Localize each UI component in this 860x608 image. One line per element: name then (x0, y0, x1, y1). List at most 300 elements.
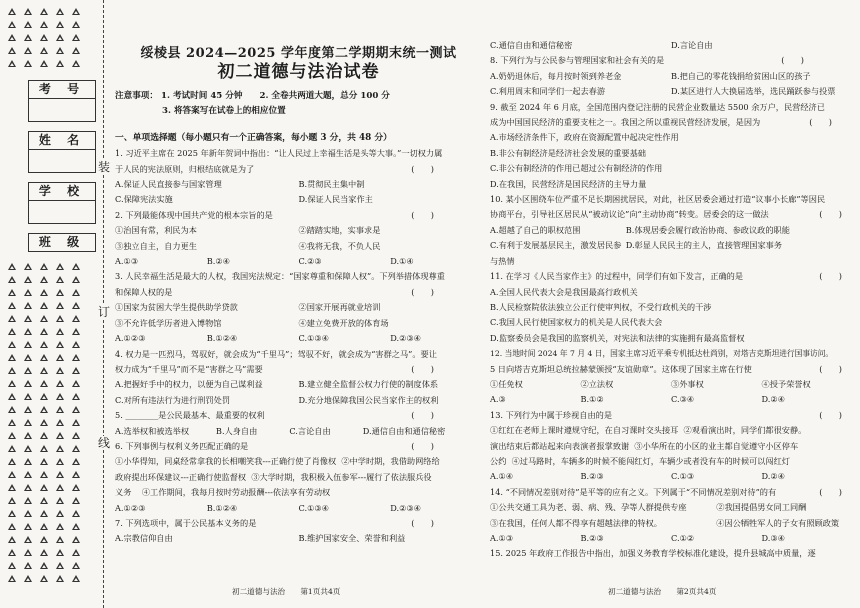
triangle-mark (4, 8, 20, 18)
option: B.①②④ (206, 333, 238, 344)
triangle-mark (52, 484, 68, 494)
option: A.③ (490, 394, 506, 405)
triangle-mark (20, 458, 36, 468)
answer-blank[interactable]: ( ) (411, 440, 434, 451)
triangle-mark (36, 523, 52, 533)
triangle-mark (36, 34, 52, 44)
option: D.①④ (390, 256, 414, 267)
option: C.①③④ (298, 502, 330, 513)
triangle-mark (20, 47, 36, 57)
triangle-pattern-top (4, 8, 84, 70)
option: A.①②③ (115, 502, 146, 513)
option: B.①② (580, 394, 604, 405)
option: B.非公有制经济是经济社会发展的重要基础 (490, 147, 646, 158)
exam-number-label: 考 号 (28, 80, 96, 99)
question-text: 11. 在学习《人民当家作主》的过程中，同学们有如下发言，正确的是 (490, 271, 744, 282)
triangle-mark (52, 497, 68, 507)
triangle-mark (36, 406, 52, 416)
triangle-mark (4, 510, 20, 520)
triangle-mark (68, 263, 84, 273)
triangle-mark (68, 328, 84, 338)
cut-mark-zhuang: 装 (98, 160, 111, 174)
question-text: 协商平台，引导社区居民从“被动议论”向“主动协商”转变。居委会的这一做法 (490, 209, 769, 220)
triangle-mark (52, 393, 68, 403)
statement: ①国家为贫困大学生提供助学贷款 (115, 302, 238, 313)
triangle-pattern-bottom (4, 263, 84, 585)
school-year-line: 绥棱县 2024—2025 学年度第二学期期末统一测试 (140, 46, 457, 61)
triangle-mark (20, 549, 36, 559)
triangle-mark (20, 263, 36, 273)
option: C.①③④ (298, 333, 330, 344)
answer-blank[interactable]: ( ) (819, 363, 842, 374)
triangle-mark (52, 536, 68, 546)
triangle-mark (36, 549, 52, 559)
triangle-mark (68, 60, 84, 70)
triangle-mark (52, 276, 68, 286)
triangle-mark (4, 380, 20, 390)
class-label: 班 级 (28, 233, 96, 252)
triangle-mark (52, 302, 68, 312)
triangle-mark (36, 47, 52, 57)
triangle-mark (36, 367, 52, 377)
option: B.体现居委会履行政治协商、参政议政的职能 (625, 224, 790, 235)
triangle-mark (36, 536, 52, 546)
question-12 (490, 346, 852, 408)
triangle-mark (20, 536, 36, 546)
triangle-mark (36, 276, 52, 286)
triangle-mark (52, 445, 68, 455)
triangle-mark (52, 8, 68, 18)
triangle-mark (68, 497, 84, 507)
triangle-mark (4, 549, 20, 559)
option: A.全国人民代表大会是我国最高行政机关 (490, 286, 638, 297)
statement: 义务 (115, 487, 132, 498)
statement: ②观看演出时，同学们都很安静。 (683, 425, 807, 436)
triangle-mark (52, 354, 68, 364)
statement: ①红红在老师上课时遵规守纪，在自习课时交头接耳 (490, 425, 679, 436)
triangle-mark (68, 367, 84, 377)
question-text: 12. 当地时间 2024 年 7 月 4 日，国家主席习近平乘专机抵达杜尚别，对塔吉克斯坦进行国事访问。 (490, 349, 834, 359)
triangle-mark (20, 341, 36, 351)
answer-blank[interactable]: ( ) (411, 410, 434, 421)
question-text: 1. 习近平主席在 2025 年新年贺词中指出：“让人民过上幸福生活是头等大事。”一切权力属 (115, 148, 443, 159)
triangle-mark (20, 432, 36, 442)
triangle-mark (4, 21, 20, 31)
statement: ④过马路时，车辆多的时候不能闯红灯，车辆少或者没有车的时候可以闯红灯 (511, 455, 790, 466)
triangle-mark (4, 354, 20, 364)
triangle-mark (20, 302, 36, 312)
triangle-mark (36, 458, 52, 468)
triangle-mark (68, 406, 84, 416)
triangle-mark (4, 60, 20, 70)
question-text: 14. “不同情况差别对待”是平等的应有之义。下列属于“不同情况差别对待”的有 (490, 486, 777, 497)
triangle-mark (52, 328, 68, 338)
triangle-mark (20, 8, 36, 18)
triangle-mark (20, 406, 36, 416)
statement: ③在我国，任何人都不得享有超越法律的特权。 (490, 517, 662, 528)
question-text: 2. 下列最能体现中国共产党的根本宗旨的是 (115, 209, 273, 220)
triangle-mark (36, 497, 52, 507)
option: B.人身自由 (215, 425, 258, 436)
question-text: 15. 2025 年政府工作报告中指出，加强义务教育学校标准化建设，提升县城高中质量，逐 (490, 548, 816, 559)
triangle-mark (68, 341, 84, 351)
triangle-mark (20, 315, 36, 325)
option: D.通信自由和通信秘密 (362, 425, 446, 436)
question-text: 4. 权力是一匹烈马，驾驭好，就会成为“千里马”；驾驭不好，就会成为“害群之马”。要让 (115, 348, 437, 359)
triangle-mark (36, 328, 52, 338)
triangle-mark (4, 341, 20, 351)
notice-item-3: 3. 将答案写在试卷上的相应位置 (162, 105, 286, 116)
option: D.②④ (761, 471, 786, 482)
name-label: 姓 名 (28, 131, 96, 150)
option: C.言论自由 (289, 425, 331, 436)
triangle-mark (52, 510, 68, 520)
triangle-mark (20, 354, 36, 364)
triangle-mark (68, 289, 84, 299)
option: C.对所有违法行为进行刑罚处罚 (115, 394, 231, 405)
question-text: 5 日向塔吉克斯坦总统拉赫蒙颁授“友谊勋章”。这体现了国家主席在行使 (490, 363, 752, 374)
question-9 (490, 100, 852, 192)
option: D.③④ (761, 533, 786, 543)
triangle-mark (4, 575, 20, 585)
option: C.有利于发展基层民主，激发居民参与热情 (490, 240, 622, 266)
triangle-mark (4, 47, 20, 57)
triangle-mark (4, 432, 20, 442)
triangle-mark (36, 315, 52, 325)
option: B.②④ (206, 256, 231, 267)
triangle-mark (68, 8, 84, 18)
triangle-mark (52, 21, 68, 31)
triangle-mark (68, 21, 84, 31)
option: C.②③ (298, 256, 322, 267)
right-column (490, 0, 852, 608)
triangle-mark (52, 419, 68, 429)
statement: ①小华得知，同桌经常拿我的长相嘲笑我---正确行使了肖像权 (115, 456, 337, 467)
triangle-mark (4, 34, 20, 44)
option: A.①③ (115, 256, 139, 267)
option: C.我国人民行使国家权力的机关是人民代表大会 (490, 317, 663, 328)
question-text: 于人民的宪法原则，归根结底就是为了 (115, 163, 255, 174)
name-field (28, 131, 96, 173)
option: B.把自己的零花钱捐给贫困山区的孩子 (671, 70, 811, 81)
option: C.①② (671, 533, 695, 543)
triangle-mark (20, 393, 36, 403)
option: A.选举权和被选举权 (115, 425, 190, 436)
option: A.市场经济条件下，政府在资源配置中起决定性作用 (490, 132, 679, 143)
triangle-mark (52, 367, 68, 377)
triangle-mark (52, 575, 68, 585)
option: A.把握好手中的权力，以便为自己谋利益 (115, 379, 263, 390)
triangle-mark (20, 445, 36, 455)
exam-number-field (28, 80, 96, 122)
binding-cut-line (103, 0, 104, 608)
option: D.在我国，民营经济是国民经济的主导力量 (490, 178, 647, 189)
answer-blank[interactable]: ( ) (411, 163, 434, 174)
exam-number-blank[interactable] (28, 99, 96, 122)
triangle-mark (36, 302, 52, 312)
statement: ④工作期间，我每月按时劳动报酬---依法享有劳动权 (141, 487, 331, 498)
option: B.人民检察院依法独立公正行使审判权，不受行政机关的干涉 (490, 301, 712, 312)
triangle-mark (20, 367, 36, 377)
question-2 (115, 208, 482, 270)
triangle-mark (20, 510, 36, 520)
option: D.监察委员会是我国的监察机关，对宪法和法律的实施拥有最高监督权 (490, 332, 745, 343)
question-6 (115, 439, 482, 516)
triangle-mark (68, 471, 84, 481)
triangle-mark (36, 289, 52, 299)
exam-title: 初二道德与法治试卷 (217, 62, 380, 83)
triangle-mark (4, 406, 20, 416)
question-7-continued (490, 38, 852, 53)
triangle-mark (52, 562, 68, 572)
question-8 (490, 53, 852, 99)
triangle-mark (20, 328, 36, 338)
option: B.建立健全监督公权力行使的制度体系 (298, 379, 439, 390)
triangle-mark (20, 562, 36, 572)
school-label: 学 校 (28, 182, 96, 201)
cut-mark-ding: 订 (98, 305, 111, 319)
school-field (28, 182, 96, 224)
option: C.③④ (671, 394, 695, 405)
statement: ②国家开展再就业培训 (298, 302, 381, 313)
triangle-mark (68, 34, 84, 44)
triangle-mark (52, 549, 68, 559)
statement: ③大学时期，我积极入伍参军---履行了依法服兵役 (251, 471, 432, 482)
triangle-mark (4, 276, 20, 286)
triangle-mark (52, 341, 68, 351)
triangle-mark (52, 432, 68, 442)
question-5 (115, 408, 482, 439)
question-text: 和保障人权的是 (115, 286, 173, 297)
triangle-mark (36, 341, 52, 351)
triangle-mark (4, 328, 20, 338)
triangle-mark (20, 276, 36, 286)
question-text: 3. 人民幸福生活是最大的人权，我国宪法规定：“国家尊重和保障人权”。下列举措体现尊重 (115, 271, 445, 282)
triangle-mark (20, 21, 36, 31)
triangle-mark (68, 445, 84, 455)
option: B.②③ (580, 471, 604, 482)
triangle-mark (68, 276, 84, 286)
question-15 (490, 546, 852, 561)
option: A.超越了自己的职权范围 (490, 224, 581, 235)
question-text: 5. ________是公民最基本、最重要的权利 (115, 410, 265, 421)
option: A.奶奶退休后，每月按时领到养老金 (490, 70, 622, 81)
statement: 政府提出环保建议---正确行使监督权 (115, 471, 247, 482)
triangle-mark (52, 60, 68, 70)
option: D.充分地保障我国公民当家作主的权利 (298, 394, 439, 405)
option: A.①②③ (115, 333, 146, 344)
option: B.贯彻民主集中制 (298, 179, 365, 190)
option: A.①④ (490, 471, 514, 482)
option: C.①③ (671, 471, 695, 482)
answer-blank[interactable]: ( ) (809, 117, 832, 128)
option: B.②③ (580, 533, 604, 543)
triangle-mark (68, 536, 84, 546)
notice-item-2: 2. 全卷共两道大题，总分 100 分 (259, 90, 390, 101)
triangle-mark (4, 562, 20, 572)
question-text: 权力成为“千里马”而不是“害群之马”需要 (115, 363, 263, 374)
triangle-mark (68, 458, 84, 468)
option: C.保障宪法实施 (115, 194, 173, 205)
triangle-mark (52, 47, 68, 57)
triangle-mark (36, 21, 52, 31)
triangle-mark (52, 523, 68, 533)
class-field (28, 233, 96, 252)
triangle-mark (4, 419, 20, 429)
cut-mark-xian: 线 (98, 436, 111, 450)
answer-blank[interactable]: ( ) (819, 271, 842, 282)
statement: ④授予荣誉权 (761, 378, 811, 389)
answer-blank[interactable]: ( ) (411, 363, 434, 374)
triangle-mark (68, 419, 84, 429)
triangle-mark (68, 354, 84, 364)
option: B.①②④ (206, 502, 238, 513)
answer-blank[interactable]: ( ) (819, 409, 842, 420)
triangle-mark (36, 263, 52, 273)
statement: ①公共交通工具为老、弱、病、残、孕等人群提供专座 (490, 502, 687, 513)
question-text: 7. 下列选项中，属于公民基本义务的是 (115, 517, 257, 528)
option: C.非公有制经济的作用已超过公有制经济的作用 (490, 163, 663, 174)
option: D.②③④ (390, 502, 422, 513)
option: A.宗教信仰自由 (115, 533, 173, 544)
binding-strip (0, 0, 112, 608)
triangle-mark (36, 380, 52, 390)
statement: ③小华所在的小区的业主都自觉遵守小区停车 (634, 440, 799, 451)
answer-blank[interactable]: ( ) (819, 209, 842, 220)
school-blank[interactable] (28, 201, 96, 224)
answer-blank[interactable]: ( ) (819, 486, 842, 497)
question-10 (490, 192, 852, 269)
triangle-mark (20, 471, 36, 481)
triangle-mark (52, 263, 68, 273)
option: D.保证人民当家作主 (298, 194, 373, 205)
statement: ②我国提倡男女同工同酬 (716, 502, 807, 513)
question-text: 10. 某小区围绕车位严重不足长期困扰居民，对此，社区居委会通过打造“议事小长廊”等因民 (490, 194, 826, 205)
triangle-mark (4, 523, 20, 533)
question-7 (115, 516, 482, 547)
triangle-mark (68, 393, 84, 403)
triangle-mark (68, 523, 84, 533)
question-4 (115, 347, 482, 409)
triangle-mark (68, 510, 84, 520)
question-3 (115, 269, 482, 346)
statement: ②踏踏实地，实事求是 (298, 225, 381, 236)
triangle-mark (68, 432, 84, 442)
question-text: 13. 下列行为中属于珍视自由的是 (490, 409, 613, 420)
triangle-mark (36, 445, 52, 455)
triangle-mark (4, 458, 20, 468)
triangle-mark (4, 497, 20, 507)
statement: ④因公牺牲军人的子女有照顾政策 (716, 517, 840, 528)
triangle-mark (52, 471, 68, 481)
triangle-mark (36, 419, 52, 429)
page-footer-left: 初二道德与法治 第1页共4页 (232, 586, 341, 596)
option: B.维护国家安全、荣誉和利益 (298, 533, 406, 544)
notice-block (115, 89, 482, 119)
option: C.利用周末和同学们一起去春游 (490, 86, 606, 97)
triangle-mark (36, 471, 52, 481)
triangle-mark (20, 60, 36, 70)
triangle-mark (20, 380, 36, 390)
name-blank[interactable] (28, 150, 96, 173)
triangle-mark (36, 562, 52, 572)
triangle-mark (36, 510, 52, 520)
question-14 (490, 485, 852, 547)
triangle-mark (36, 432, 52, 442)
triangle-mark (4, 302, 20, 312)
notice-label: 注意事项： (115, 90, 158, 101)
triangle-mark (20, 497, 36, 507)
question-11 (490, 269, 852, 346)
section-heading: 一、单项选择题（每小题只有一个正确答案，每小题 3 分，共 48 分） (115, 132, 392, 143)
left-column (115, 0, 482, 608)
triangle-mark (4, 263, 20, 273)
triangle-mark (20, 34, 36, 44)
answer-blank[interactable]: ( ) (411, 517, 434, 528)
triangle-mark (20, 575, 36, 585)
triangle-mark (4, 289, 20, 299)
option: A.①③ (490, 533, 514, 543)
triangle-mark (68, 562, 84, 572)
statement: 演出结束后都站起来向表演者报掌致谢 (490, 440, 630, 451)
question-1 (115, 146, 482, 208)
answer-blank[interactable]: ( ) (411, 286, 434, 297)
question-13 (490, 408, 852, 485)
triangle-mark (68, 302, 84, 312)
triangle-mark (68, 575, 84, 585)
triangle-mark (68, 380, 84, 390)
triangle-mark (20, 523, 36, 533)
statement: 公约 (490, 455, 507, 466)
triangle-mark (36, 60, 52, 70)
triangle-mark (68, 315, 84, 325)
triangle-mark (52, 315, 68, 325)
option: D.某区进行人大换届选举，选民踊跃参与投票 (671, 86, 836, 97)
option: A.保证人民直接参与国家管理 (115, 179, 222, 190)
triangle-mark (4, 484, 20, 494)
option: D.彰显人民民主的主人，直接管理国家事务 (625, 240, 783, 251)
answer-blank[interactable]: ( ) (411, 209, 434, 220)
statement: ②立法权 (580, 378, 614, 389)
triangle-mark (52, 34, 68, 44)
page-footer-right: 初二道德与法治 第2页共4页 (608, 586, 717, 596)
option: D.言论自由 (671, 40, 713, 50)
option: D.②③④ (390, 333, 422, 344)
statement: ③不允许低学历者进入博物馆 (115, 317, 222, 328)
statement: ③独立自主，自力更生 (115, 240, 197, 251)
triangle-mark (36, 393, 52, 403)
triangle-mark (52, 458, 68, 468)
triangle-mark (68, 549, 84, 559)
question-text: 9. 截至 2024 年 6 月底，全国范围内登记注册的民营企业数量达 5500 余万户，民营经济已 (490, 101, 825, 112)
statement: ④我将无我，不负人民 (298, 240, 381, 251)
statement: ②中学时期，我借助网络给 (341, 456, 440, 467)
triangle-mark (52, 289, 68, 299)
option: D.②④ (761, 394, 786, 405)
question-text (115, 162, 482, 177)
triangle-mark (20, 419, 36, 429)
notice-item-1: 1. 考试时间 45 分钟 (160, 90, 243, 101)
question-text: 6. 下列事例与权利义务匹配正确的是 (115, 440, 249, 451)
answer-blank[interactable]: ( ) (781, 55, 804, 66)
triangle-mark (20, 289, 36, 299)
option: C.通信自由和通信秘密 (490, 40, 573, 50)
triangle-mark (4, 445, 20, 455)
question-text: 成为中国国民经济的重要支柱之一。我国之所以重视民营经济发展，是因为 (490, 117, 761, 128)
triangle-mark (36, 354, 52, 364)
triangle-mark (4, 536, 20, 546)
triangle-mark (36, 8, 52, 18)
